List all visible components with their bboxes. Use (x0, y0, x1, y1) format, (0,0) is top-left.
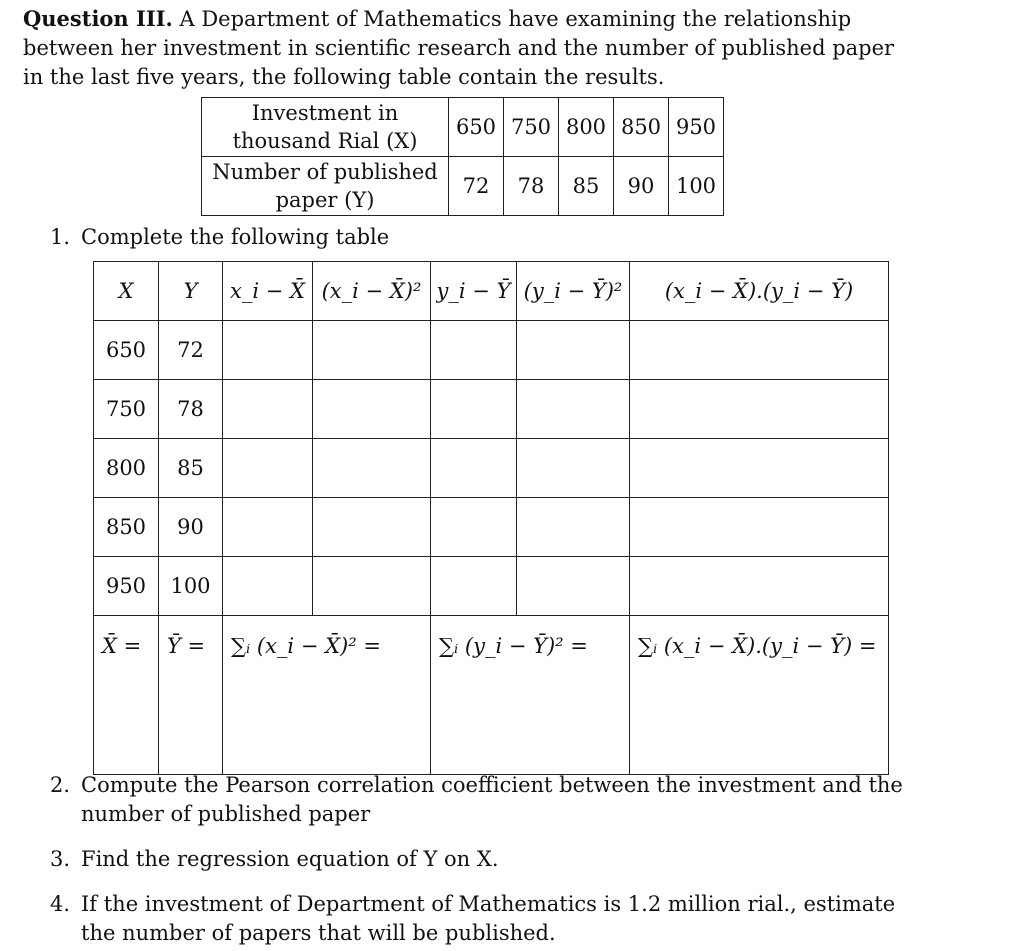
blank-cell[interactable] (431, 321, 517, 380)
data-table (201, 97, 724, 216)
item-number: 3. (50, 847, 71, 871)
x-cell: 650 (94, 321, 159, 380)
item-number: 2. (50, 773, 71, 797)
item-text: If the investment of Department of Mathematics is 1.2 million rial., estimate the number of papers that will be published. (81, 892, 896, 945)
col-header: X (94, 262, 159, 321)
blank-cell[interactable] (630, 321, 889, 380)
blank-cell[interactable] (223, 439, 313, 498)
blank-cell[interactable] (431, 439, 517, 498)
col-header: (x_i − X̄)² (313, 262, 431, 321)
y-value: 78 (504, 157, 559, 216)
data-row-x (202, 98, 724, 157)
y-mean-cell[interactable]: Ȳ = (159, 616, 223, 775)
col-header: (y_i − Ȳ)² (517, 262, 630, 321)
y-value: 100 (669, 157, 724, 216)
sum-x-squared-cell[interactable]: ∑ᵢ (x_i − X̄)² = (223, 616, 431, 775)
table-row (94, 380, 889, 439)
blank-cell[interactable] (223, 498, 313, 557)
x-mean-cell[interactable]: X̄ = (94, 616, 159, 775)
sum-row (94, 616, 889, 775)
blank-cell[interactable] (517, 380, 630, 439)
blank-cell[interactable] (431, 557, 517, 616)
x-value: 950 (669, 98, 724, 157)
blank-cell[interactable] (313, 498, 431, 557)
x-cell: 750 (94, 380, 159, 439)
col-header: y_i − Ȳ (431, 262, 517, 321)
blank-cell[interactable] (517, 498, 630, 557)
x-cell: 800 (94, 439, 159, 498)
y-value: 90 (614, 157, 669, 216)
item-number: 1. (50, 225, 71, 249)
y-cell: 72 (159, 321, 223, 380)
col-header: Y (159, 262, 223, 321)
table-row (94, 557, 889, 616)
blank-cell[interactable] (313, 321, 431, 380)
blank-cell[interactable] (313, 439, 431, 498)
data-row-y (202, 157, 724, 216)
row-y-header: Number of published paper (Y) (202, 157, 449, 216)
blank-cell[interactable] (517, 557, 630, 616)
blank-cell[interactable] (431, 380, 517, 439)
row-x-header: Investment in thousand Rial (X) (202, 98, 449, 157)
blank-cell[interactable] (223, 380, 313, 439)
x-value: 750 (504, 98, 559, 157)
sum-xy-cell[interactable]: ∑ᵢ (x_i − X̄).(y_i − Ȳ) = (630, 616, 889, 775)
work-table (93, 261, 889, 775)
blank-cell[interactable] (630, 439, 889, 498)
blank-cell[interactable] (630, 380, 889, 439)
blank-cell[interactable] (223, 321, 313, 380)
table-row (94, 498, 889, 557)
blank-cell[interactable] (313, 380, 431, 439)
question-intro (23, 4, 913, 92)
x-value: 850 (614, 98, 669, 157)
x-value: 800 (559, 98, 614, 157)
item-text: Complete the following table (81, 225, 390, 249)
table-row (94, 439, 889, 498)
blank-cell[interactable] (517, 439, 630, 498)
blank-cell[interactable] (517, 321, 630, 380)
col-header: (x_i − X̄).(y_i − Ȳ) (630, 262, 889, 321)
y-value: 72 (449, 157, 504, 216)
y-cell: 78 (159, 380, 223, 439)
y-value: 85 (559, 157, 614, 216)
item-number: 4. (50, 892, 71, 916)
y-cell: 90 (159, 498, 223, 557)
x-cell: 850 (94, 498, 159, 557)
item-text: Find the regression equation of Y on X. (81, 847, 499, 871)
y-cell: 100 (159, 557, 223, 616)
table-row (94, 321, 889, 380)
blank-cell[interactable] (431, 498, 517, 557)
sum-y-squared-cell[interactable]: ∑ᵢ (y_i − Ȳ)² = (431, 616, 630, 775)
question-label: Question III. (23, 6, 173, 31)
item-text: Compute the Pearson correlation coefficient between the investment and the number of published paper (81, 773, 903, 826)
question-text: A Department of Mathematics have examining the relationship between her investment in scientific research and the number of published paper in the last five years, the following table contain the results. (23, 7, 895, 89)
blank-cell[interactable] (630, 557, 889, 616)
col-header: x_i − X̄ (223, 262, 313, 321)
work-header-row (94, 262, 889, 321)
y-cell: 85 (159, 439, 223, 498)
blank-cell[interactable] (313, 557, 431, 616)
x-cell: 950 (94, 557, 159, 616)
blank-cell[interactable] (223, 557, 313, 616)
blank-cell[interactable] (630, 498, 889, 557)
x-value: 650 (449, 98, 504, 157)
